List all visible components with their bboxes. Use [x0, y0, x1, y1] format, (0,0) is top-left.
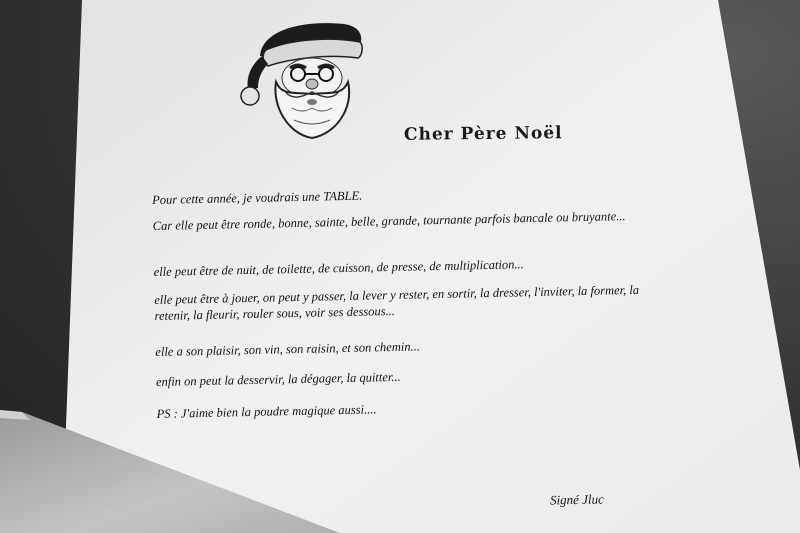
paragraph-6: enfin on peut la desservir, la dégager, la quitter...	[155, 369, 401, 389]
letter-title: Cher Père Noël	[403, 123, 563, 145]
paragraph-4: elle peut être à jouer, on peut y passer, la lever y rester, en sortir, la dresser, l'inviter, la former, la retenir, la fleurir, rouler sous, voir ses dessous...	[154, 282, 640, 323]
paragraph-3: elle peut être de nuit, de toilette, de cuisson, de presse, de multiplication...	[153, 257, 524, 279]
paragraph-5: elle a son plaisir, son vin, son raisin, et son chemin...	[155, 339, 421, 359]
paragraph-2: Car elle peut être ronde, bonne, sainte, belle, grande, tournante parfois bancale ou bruyante...	[152, 209, 626, 233]
signature: Signé Jluc	[549, 491, 604, 508]
paragraph-ps: PS : J'aime bien la poudre magique aussi....	[156, 402, 377, 421]
paragraph-1: Pour cette année, je voudrais une TABLE.	[152, 188, 363, 207]
